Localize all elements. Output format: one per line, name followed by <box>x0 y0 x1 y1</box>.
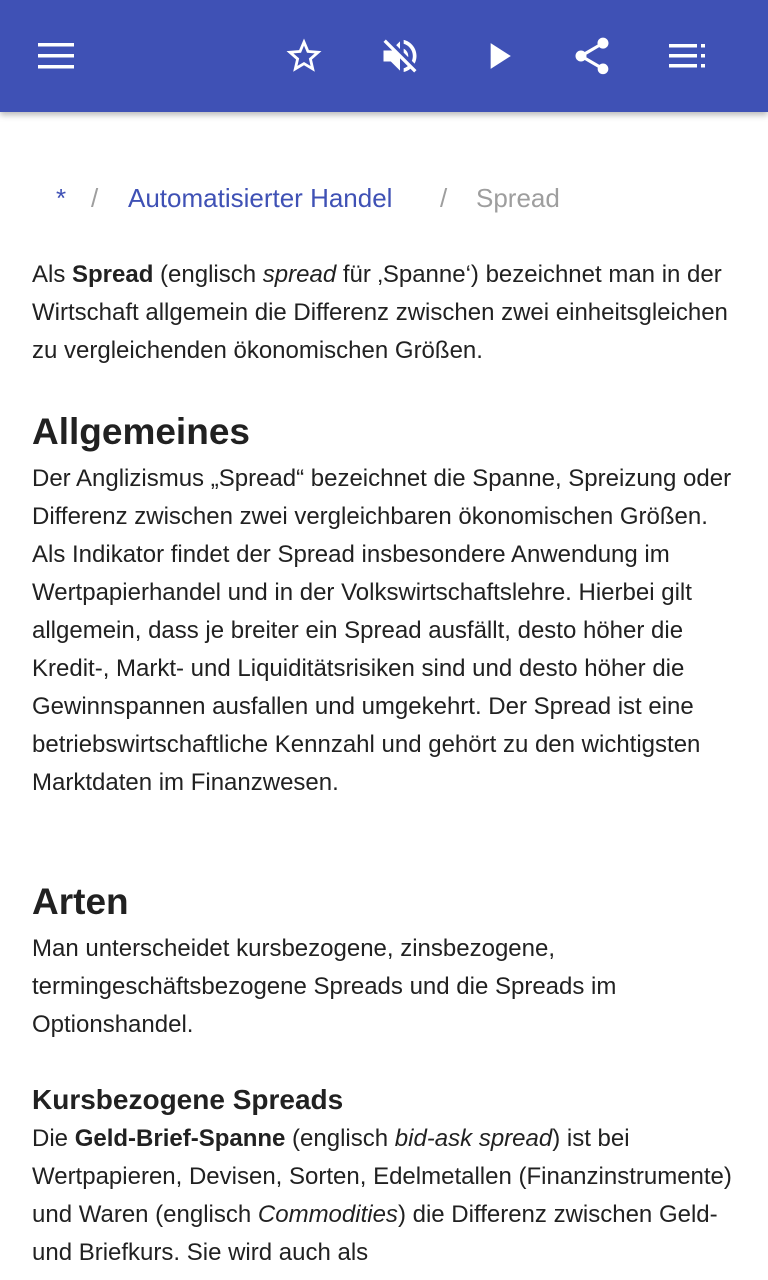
menu-button[interactable] <box>28 28 84 84</box>
breadcrumb-parent-link[interactable]: Automatisierter Handel <box>128 183 393 213</box>
term-commodities: Commodities <box>257 1201 398 1228</box>
intro-paragraph: Als Spread (englisch spread für ‚Spanne‘) bezeichnet man in der Wirtschaft allgemein die Differenz zwischen zwei einheitsgleichen zu vergleichenden ökonomischen Größen. <box>32 261 728 364</box>
term-spread: Spread <box>72 261 154 288</box>
heading-kursbezogene-spreads: Kursbezogene Spreads <box>32 1084 344 1115</box>
breadcrumb-separator: / <box>91 183 99 213</box>
volume-off-icon <box>378 34 422 78</box>
term-geld-brief-spanne: Geld-Brief-Spanne <box>74 1125 286 1152</box>
menu-icon <box>36 42 76 70</box>
breadcrumb-separator: / <box>440 183 448 213</box>
heading-allgemeines: Allgemeines <box>32 411 250 452</box>
share-icon <box>570 34 614 78</box>
breadcrumb <box>32 178 736 218</box>
share-button[interactable] <box>564 28 620 84</box>
app-bar <box>0 0 768 112</box>
play-button[interactable] <box>470 28 526 84</box>
play-icon <box>476 34 520 78</box>
star-outline-icon <box>283 35 325 77</box>
kursbezogene-paragraph: Die Geld-Brief-Spanne (englisch bid-ask spread) ist bei Wertpapieren, Devisen, Sorten, Edelmetallen (Finanzinstrumente) und Waren (englisch Commodities) die Differenz zwischen Geld- und Briefkurs. Sie wird auch als <box>32 1125 732 1266</box>
breadcrumb-current: Spread <box>476 183 560 213</box>
term-bid-ask-spread: bid-ask spread <box>394 1125 553 1152</box>
favorite-button[interactable] <box>276 28 332 84</box>
heading-arten: Arten <box>32 881 129 922</box>
mute-button[interactable] <box>372 28 428 84</box>
breadcrumb-home-link[interactable]: * <box>56 183 67 213</box>
term-spread-english: spread <box>262 261 337 288</box>
allgemeines-paragraph: Der Anglizismus „Spread“ bezeichnet die Spanne, Spreizung oder Differenz zwischen zwei vergleichbaren ökonomischen Größen. Als Indikator findet der Spread insbesondere Anwendung im Wertpapierhandel und in der Volkswirtschaftslehre. Hierbei gilt allgemein, dass je breiter ein Spread ausfällt, desto höher die Kredit-, Markt- und Liquiditätsrisiken sind und desto höher die Gewinnspannen ausfallen und umgekehrt. Der Spread ist eine betriebswirtschaftliche Kennzahl und gehört zu den wichtigsten Marktdaten im Finanzwesen. <box>32 465 732 796</box>
playlist-button[interactable] <box>660 28 716 84</box>
playlist-icon <box>668 43 708 69</box>
arten-paragraph: Man unterscheidet kursbezogene, zinsbezogene, termingeschäftsbezogene Spreads und die Spreads im Optionshandel. <box>32 935 617 1038</box>
